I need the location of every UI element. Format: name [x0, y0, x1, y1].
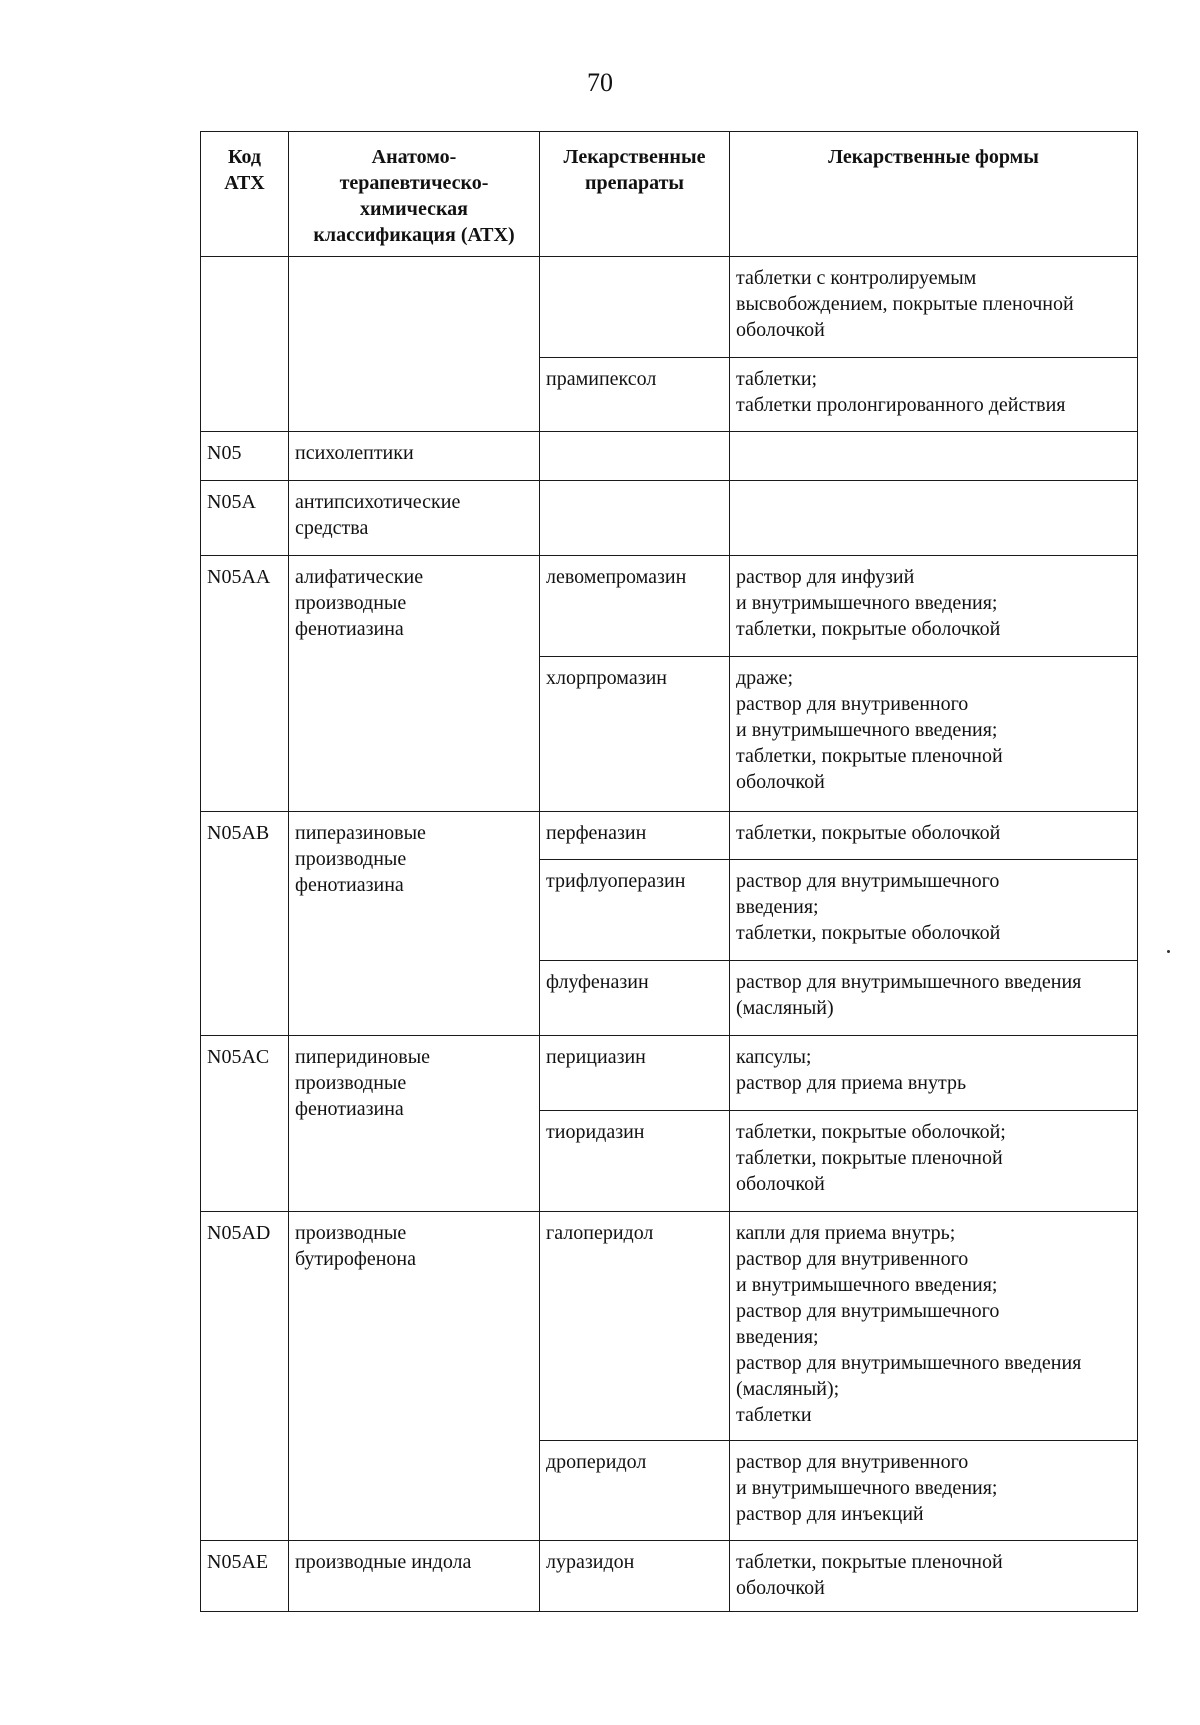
- code-cell: [201, 257, 289, 432]
- drug-cell: хлорпромазин: [540, 657, 730, 812]
- table-row: [201, 257, 1138, 358]
- table-row: [201, 481, 1138, 556]
- forms-cell: таблетки с контролируемым высвобождением, покрытые пленочной оболочкой: [730, 257, 1138, 358]
- forms-cell: раствор для внутримышечного введения (масляный): [730, 961, 1138, 1036]
- forms-cell: драже; раствор для внутривенного и внутримышечного введения; таблетки, покрытые пленочной оболочкой: [730, 657, 1138, 812]
- forms-cell: таблетки; таблетки пролонгированного действия: [730, 358, 1138, 432]
- code-cell: N05AE: [201, 1541, 289, 1612]
- forms-cell: раствор для инфузий и внутримышечного введения; таблетки, покрытые оболочкой: [730, 556, 1138, 657]
- forms-cell: таблетки, покрытые пленочной оболочкой: [730, 1541, 1138, 1612]
- forms-cell: [730, 432, 1138, 481]
- code-cell: N05AD: [201, 1212, 289, 1541]
- code-cell: N05A: [201, 481, 289, 556]
- class-cell: производные индола: [289, 1541, 540, 1612]
- class-cell: антипсихотические средства: [289, 481, 540, 556]
- table-row: [201, 1541, 1138, 1612]
- table-row: [201, 432, 1138, 481]
- drug-cell: флуфеназин: [540, 961, 730, 1036]
- header-drugs: Лекарственные препараты: [540, 132, 730, 257]
- code-cell: N05AC: [201, 1036, 289, 1212]
- table-row: [201, 556, 1138, 657]
- header-code: Код АТХ: [201, 132, 289, 257]
- table-row: [201, 1036, 1138, 1111]
- header-forms: Лекарственные формы: [730, 132, 1138, 257]
- drug-cell: [540, 257, 730, 358]
- forms-cell: капсулы; раствор для приема внутрь: [730, 1036, 1138, 1111]
- atx-table: [200, 131, 1138, 1612]
- forms-cell: раствор для внутривенного и внутримышечного введения; раствор для инъекций: [730, 1441, 1138, 1541]
- class-cell: пиперидиновые производные фенотиазина: [289, 1036, 540, 1212]
- drug-cell: галоперидол: [540, 1212, 730, 1441]
- drug-cell: прамипексол: [540, 358, 730, 432]
- header-classification: Анатомо- терапевтическо- химическая классификация (АТХ): [289, 132, 540, 257]
- drug-cell: трифлуоперазин: [540, 860, 730, 961]
- code-cell: N05AB: [201, 812, 289, 1036]
- drug-cell: дроперидол: [540, 1441, 730, 1541]
- forms-cell: таблетки, покрытые оболочкой; таблетки, покрытые пленочной оболочкой: [730, 1111, 1138, 1212]
- drug-cell: луразидон: [540, 1541, 730, 1612]
- class-cell: психолептики: [289, 432, 540, 481]
- scan-speck: [1167, 950, 1170, 953]
- forms-cell: капли для приема внутрь; раствор для внутривенного и внутримышечного введения; раствор для внутримышечного введения; раствор для внутримышечного введения (масляный); таблетки: [730, 1212, 1138, 1441]
- page-number: 70: [587, 68, 613, 97]
- class-cell: [289, 257, 540, 432]
- forms-cell: [730, 481, 1138, 556]
- header-row: [201, 132, 1138, 257]
- table-row: [201, 1212, 1138, 1441]
- drug-cell: перициазин: [540, 1036, 730, 1111]
- drug-cell: тиоридазин: [540, 1111, 730, 1212]
- class-cell: пиперазиновые производные фенотиазина: [289, 812, 540, 1036]
- drug-cell: левомепромазин: [540, 556, 730, 657]
- class-cell: производные бутирофенона: [289, 1212, 540, 1541]
- code-cell: N05: [201, 432, 289, 481]
- forms-cell: таблетки, покрытые оболочкой: [730, 812, 1138, 860]
- forms-cell: раствор для внутримышечного введения; таблетки, покрытые оболочкой: [730, 860, 1138, 961]
- drug-cell: перфеназин: [540, 812, 730, 860]
- drug-cell: [540, 481, 730, 556]
- drug-cell: [540, 432, 730, 481]
- class-cell: алифатические производные фенотиазина: [289, 556, 540, 812]
- table-row: [201, 812, 1138, 860]
- code-cell: N05AA: [201, 556, 289, 812]
